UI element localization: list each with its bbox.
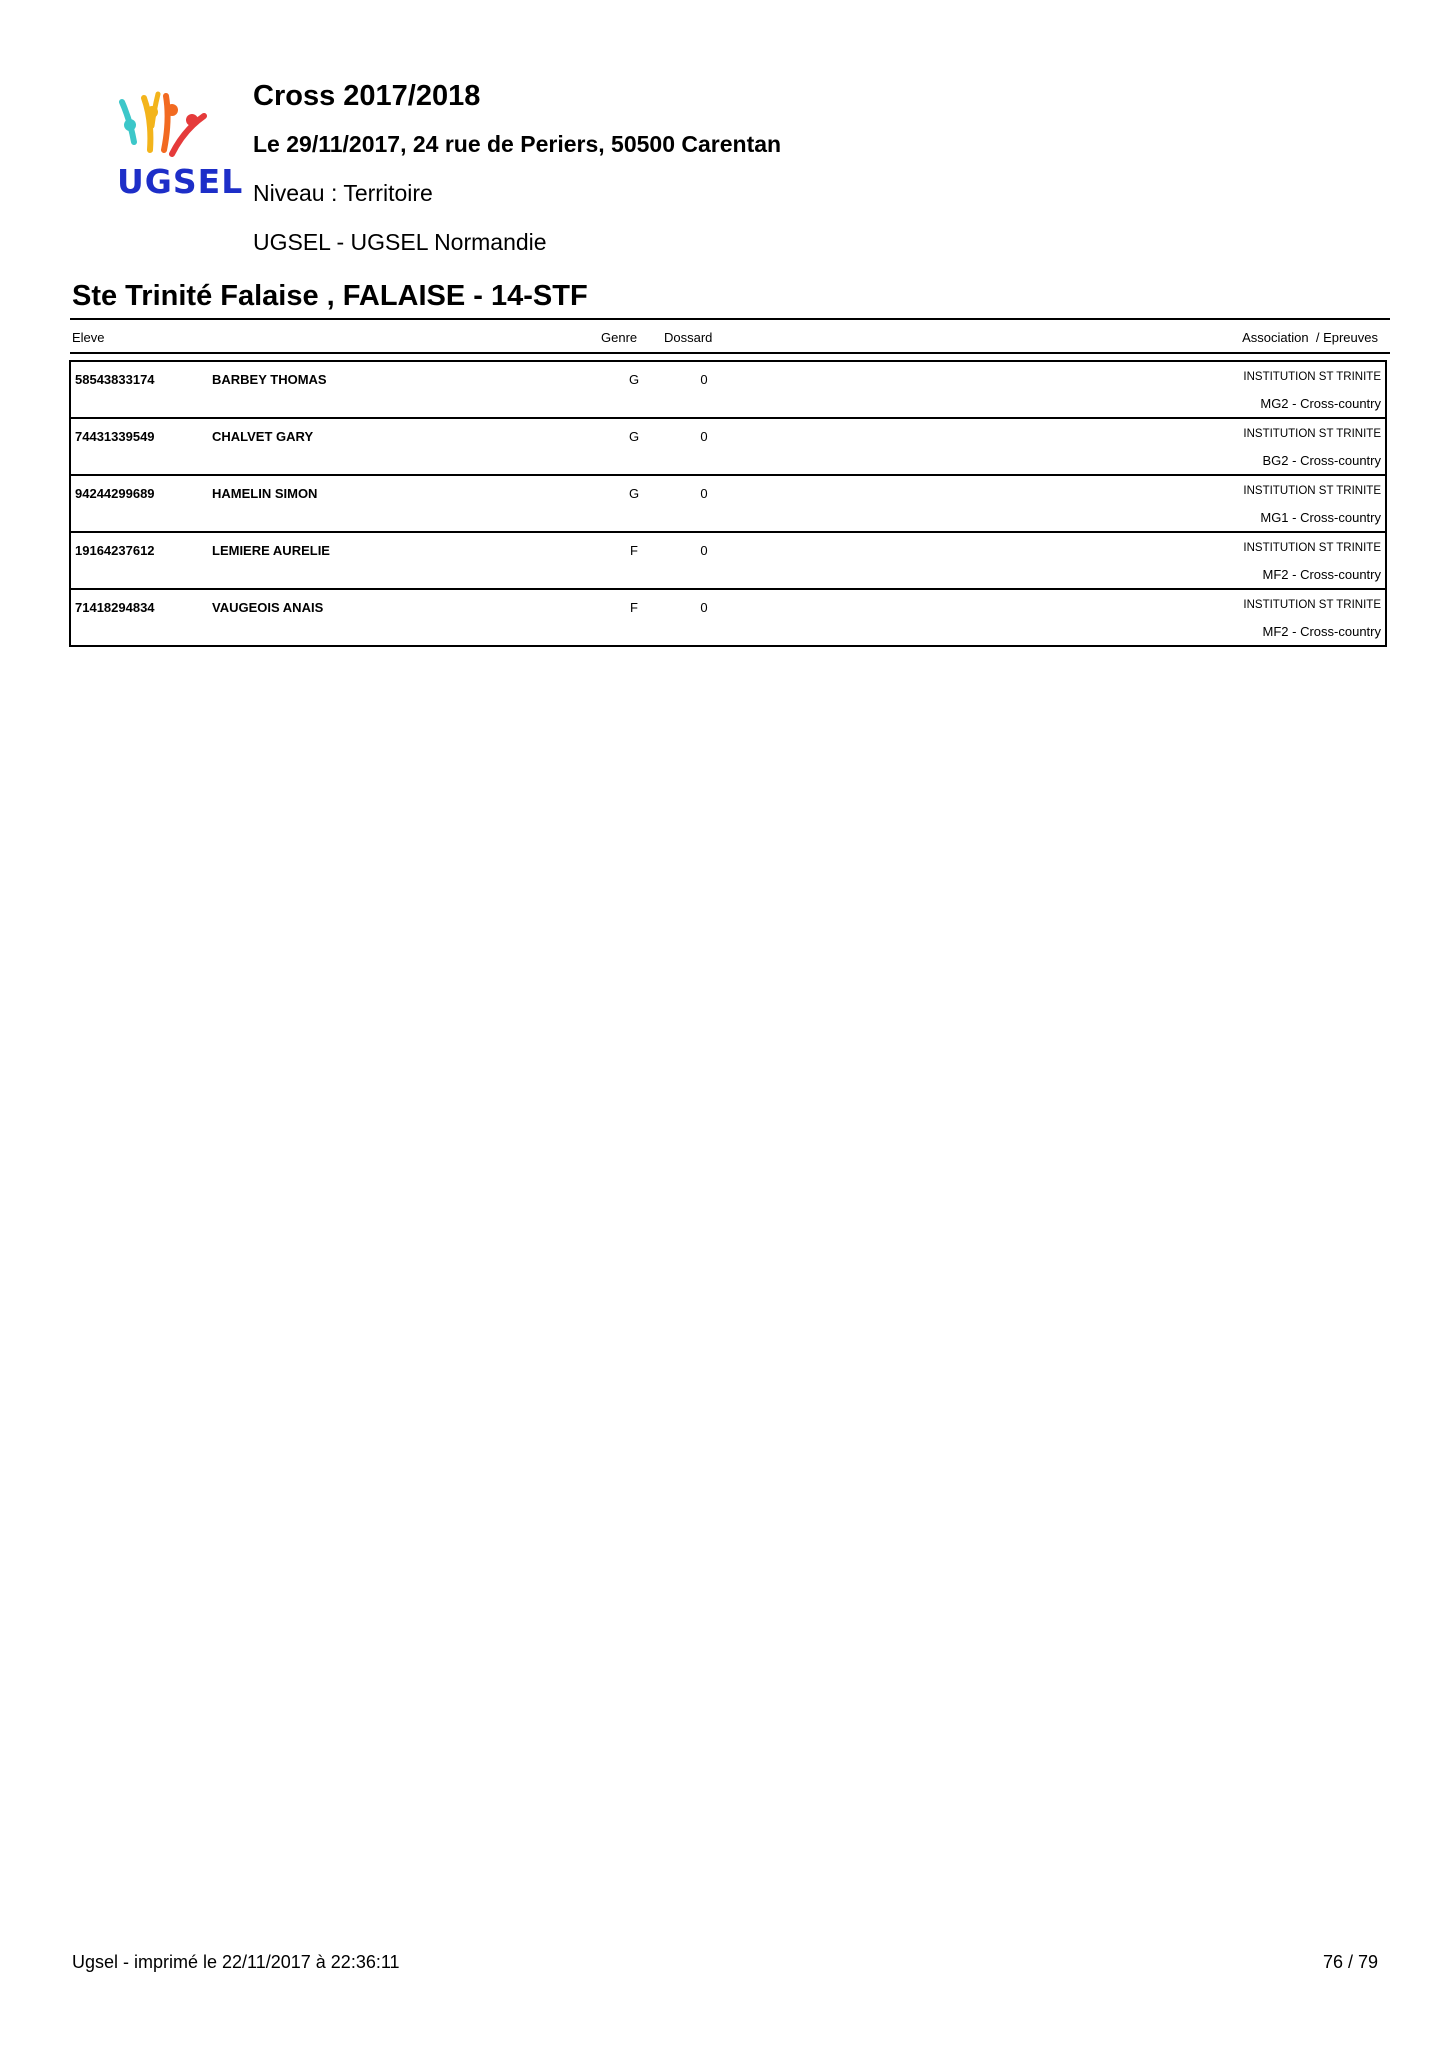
page-title: Cross 2017/2018 [253, 80, 481, 112]
student-association: INSTITUTION ST TRINITE [1243, 428, 1381, 440]
student-genre: G [628, 486, 640, 501]
student-epreuve: MF2 - Cross-country [1262, 567, 1381, 582]
table-row [71, 417, 1385, 474]
ugsel-logo [100, 80, 244, 210]
student-name: HAMELIN SIMON [212, 486, 318, 501]
ugsel-figures-icon [100, 80, 220, 160]
student-association: INSTITUTION ST TRINITE [1243, 371, 1381, 383]
student-epreuve: MG2 - Cross-country [1260, 396, 1381, 411]
column-header-eleve: Eleve [72, 330, 105, 345]
student-dossard: 0 [700, 543, 708, 558]
student-genre: F [630, 543, 638, 558]
student-dossard: 0 [700, 486, 708, 501]
table-row [71, 474, 1385, 531]
student-genre: G [628, 429, 640, 444]
column-header-association: Association / Epreuves [1242, 330, 1378, 345]
column-header-genre: Genre [601, 330, 638, 345]
student-name: VAUGEOIS ANAIS [212, 600, 324, 615]
logo-text: UGSEL [117, 162, 244, 201]
student-epreuve: MG1 - Cross-country [1260, 510, 1381, 525]
student-association: INSTITUTION ST TRINITE [1243, 485, 1381, 497]
student-id: 58543833174 [75, 372, 155, 387]
column-header-dossard: Dossard [664, 330, 713, 345]
student-name: BARBEY THOMAS [212, 372, 327, 387]
print-timestamp: Ugsel - imprimé le 22/11/2017 à 22:36:11 [72, 1952, 400, 1972]
table-row [71, 362, 1385, 417]
niveau-label: Niveau : Territoire [253, 180, 433, 206]
student-dossard: 0 [700, 600, 708, 615]
event-date-location: Le 29/11/2017, 24 rue de Periers, 50500 Carentan [253, 131, 782, 157]
header-rule-bottom [70, 352, 1390, 354]
student-name: LEMIERE AURELIE [212, 543, 330, 558]
student-id: 19164237612 [75, 543, 155, 558]
student-genre: F [630, 600, 638, 615]
page-number: 76 / 79 [1322, 1952, 1378, 1972]
table-row [71, 588, 1385, 645]
organisation-label: UGSEL - UGSEL Normandie [253, 229, 547, 255]
student-name: CHALVET GARY [212, 429, 314, 444]
student-id: 94244299689 [75, 486, 155, 501]
student-dossard: 0 [700, 429, 708, 444]
school-group-title: Ste Trinité Falaise , FALAISE - 14-STF [72, 280, 588, 312]
table-row [71, 531, 1385, 588]
student-id: 74431339549 [75, 429, 155, 444]
student-association: INSTITUTION ST TRINITE [1243, 542, 1381, 554]
student-dossard: 0 [700, 372, 708, 387]
student-epreuve: MF2 - Cross-country [1262, 624, 1381, 639]
student-association: INSTITUTION ST TRINITE [1243, 599, 1381, 611]
student-genre: G [628, 372, 640, 387]
student-id: 71418294834 [75, 600, 155, 615]
student-epreuve: BG2 - Cross-country [1262, 453, 1381, 468]
students-table [69, 360, 1387, 647]
header-rule-top [70, 318, 1390, 320]
